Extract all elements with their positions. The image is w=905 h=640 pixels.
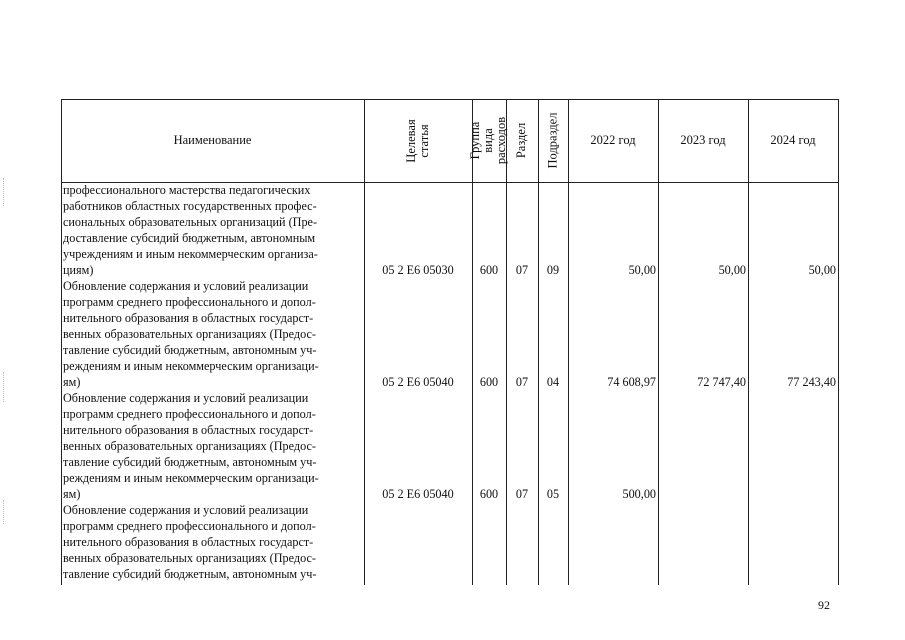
header-subsection-text: Подраздел [545,112,560,169]
header-subsection [538,99,568,182]
row-description: профессионального мастерства педагогических работников областных государственных профес- сиональных образовательных организаций (Пре- доставление субсидий бюджетным, автономным учреждениям и иным некоммерческим организа- циям) [63,183,318,277]
row-target: 05 2 Е6 05040 [382,487,454,501]
row-value-2022: 50,00 [628,263,656,277]
row-section: 07 [515,375,529,389]
header-target [364,99,472,182]
row-description: Обновление содержания и условий реализации программ среднего профессионального и допол- нительного образования в областных государст- венных образовательных организациях (Предос- тавление субсидий бюджетным, автономным уч- реждениям и иным некоммерческим организаци- ям) [63,391,319,501]
header-2023 [658,99,748,182]
header-name [61,99,364,182]
margin-mark [3,178,10,206]
row-group: 600 [479,487,499,501]
header-target-text: Целевая статья [404,118,431,163]
header-2022 [568,99,658,182]
row-value-2022: 74 608,97 [607,375,656,389]
header-2024-text: 2024 год [770,133,816,147]
budget-table [61,99,839,585]
row-group: 600 [479,375,499,389]
row-section: 07 [515,487,529,501]
row-section: 07 [515,263,529,277]
header-group [468,99,509,182]
row-group: 600 [479,263,499,277]
row-target: 05 2 Е6 05040 [382,375,454,389]
header-2024 [748,99,838,182]
margin-mark [3,372,10,402]
row-subsection: 09 [546,263,560,277]
row-description: Обновление содержания и условий реализации программ среднего профессионального и допол- нительного образования в областных государст- венных образовательных организациях (Предос- тавление субсидий бюджетным, автономным уч- реждениям и иным некоммерческим организаци- ям) [63,279,319,389]
header-name-text: Наименование [173,133,252,147]
row-value-2024: 77 243,40 [787,375,836,389]
page-number: 92 [818,598,830,612]
header-section-text: Раздел [514,122,529,159]
margin-mark [3,500,10,524]
row-value-2023: 72 747,40 [697,375,746,389]
row-target: 05 2 Е6 05030 [382,263,454,277]
col-border [838,99,839,585]
row-value-2024: 50,00 [808,263,836,277]
row-value-2022: 500,00 [622,487,656,501]
row-value-2023: 50,00 [718,263,746,277]
header-section [506,99,538,182]
row-description: Обновление содержания и условий реализации программ среднего профессионального и допол- нительного образования в областных государст- венных образовательных организациях (Предос- тавление субсидий бюджетным, автономным уч- [63,503,317,581]
header-2022-text: 2022 год [590,133,636,147]
row-subsection: 04 [546,375,560,389]
row-subsection: 05 [546,487,560,501]
header-group-text: Группа вида расходов [468,116,509,165]
header-2023-text: 2023 год [680,133,726,147]
